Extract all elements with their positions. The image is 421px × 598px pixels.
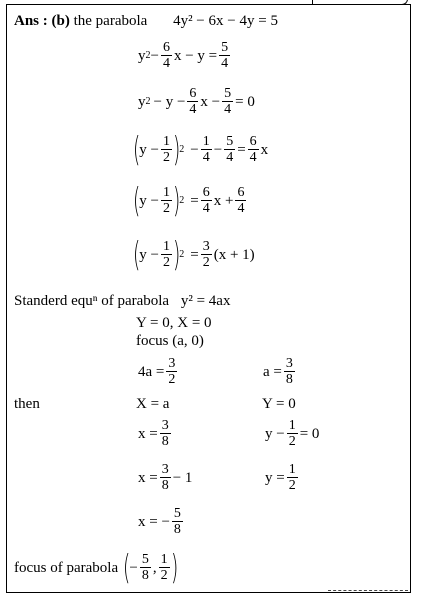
solve-left-5: x = − $\frac{5}{8}$ [138, 506, 181, 537]
fraction: $\frac{1}{4}$ [202, 134, 210, 165]
fraction: $\frac{1}{2}$ [162, 134, 170, 165]
solve-right-3: y − $\frac{1}{2}$ = 0 [265, 418, 320, 449]
fraction: $\frac{3}{8}$ [285, 356, 293, 387]
fraction: $\frac{5}{8}$ [173, 506, 181, 537]
fraction: $\frac{1}{2}$ [162, 239, 170, 270]
fraction: $\frac{6}{4}$ [189, 86, 197, 117]
step-3: ( y − $\frac{1}{2}$ ) 2 − $\frac{1}{4}$ − $\frac{5}{4}$ = $\frac{6}{4}$ x [132, 129, 269, 170]
fraction: $\frac{5}{4}$ [221, 40, 229, 71]
fraction: $\frac{3}{2}$ [168, 356, 176, 387]
answer-prefix: Ans : (b) [14, 13, 70, 29]
fraction: $\frac{1}{2}$ [162, 185, 170, 216]
fraction: $\frac{3}{2}$ [202, 239, 210, 270]
fraction: $\frac{5}{8}$ [141, 552, 149, 583]
fraction: $\frac{5}{4}$ [224, 86, 232, 117]
answer-line [14, 12, 278, 30]
fraction: $\frac{5}{4}$ [226, 134, 234, 165]
solve-right-4: y = $\frac{1}{2}$ [265, 462, 296, 493]
fraction: $\frac{6}{4}$ [237, 185, 245, 216]
solve-right-2: Y = 0 [262, 396, 296, 412]
solve-left-3: x = $\frac{3}{8}$ [138, 418, 169, 449]
solve-left-4: x = $\frac{3}{8}$ − 1 [138, 462, 193, 493]
then-label: then [14, 396, 40, 412]
fraction: $\frac{3}{8}$ [161, 462, 169, 493]
fraction: $\frac{3}{8}$ [161, 418, 169, 449]
step-1: y 2 − $\frac{6}{4}$ x − y = $\frac{5}{4}$ [138, 40, 229, 71]
top-tab-edge [312, 0, 408, 5]
answer-label: the parabola [73, 13, 148, 29]
fraction: $\frac{6}{4}$ [249, 134, 257, 165]
fraction: $\frac{6}{4}$ [202, 185, 210, 216]
step-5: ( y − $\frac{1}{2}$ ) 2 = $\frac{3}{2}$ (x + 1) [132, 234, 255, 275]
standard-equation-line: Standerd equⁿ of parabola y² = 4ax [14, 293, 231, 309]
solve-right-1: a = $\frac{3}{8}$ [263, 356, 293, 387]
step-2: y 2 − y − $\frac{6}{4}$ x − $\frac{5}{4}$ = 0 [138, 86, 255, 117]
fraction: $\frac{1}{2}$ [160, 552, 168, 583]
solve-left-2: X = a [136, 396, 170, 412]
solve-left-1: 4a = $\frac{3}{2}$ [138, 356, 176, 387]
vertex-coords: Y = 0, X = 0 [136, 315, 212, 331]
fraction: $\frac{1}{2}$ [288, 418, 296, 449]
fraction: $\frac{6}{4}$ [162, 40, 170, 71]
fraction: $\frac{1}{2}$ [288, 462, 296, 493]
focus-line: focus of parabola ( − $\frac{5}{8}$ , $\frac{1}{2}$ ) [14, 547, 178, 588]
answer-equation: 4y² − 6x − 4y = 5 [173, 13, 278, 29]
focus-formula: focus (a, 0) [136, 333, 204, 349]
step-4: ( y − $\frac{1}{2}$ ) 2 = $\frac{6}{4}$ x + $\frac{6}{4}$ [132, 180, 245, 221]
bottom-edge [328, 590, 408, 598]
